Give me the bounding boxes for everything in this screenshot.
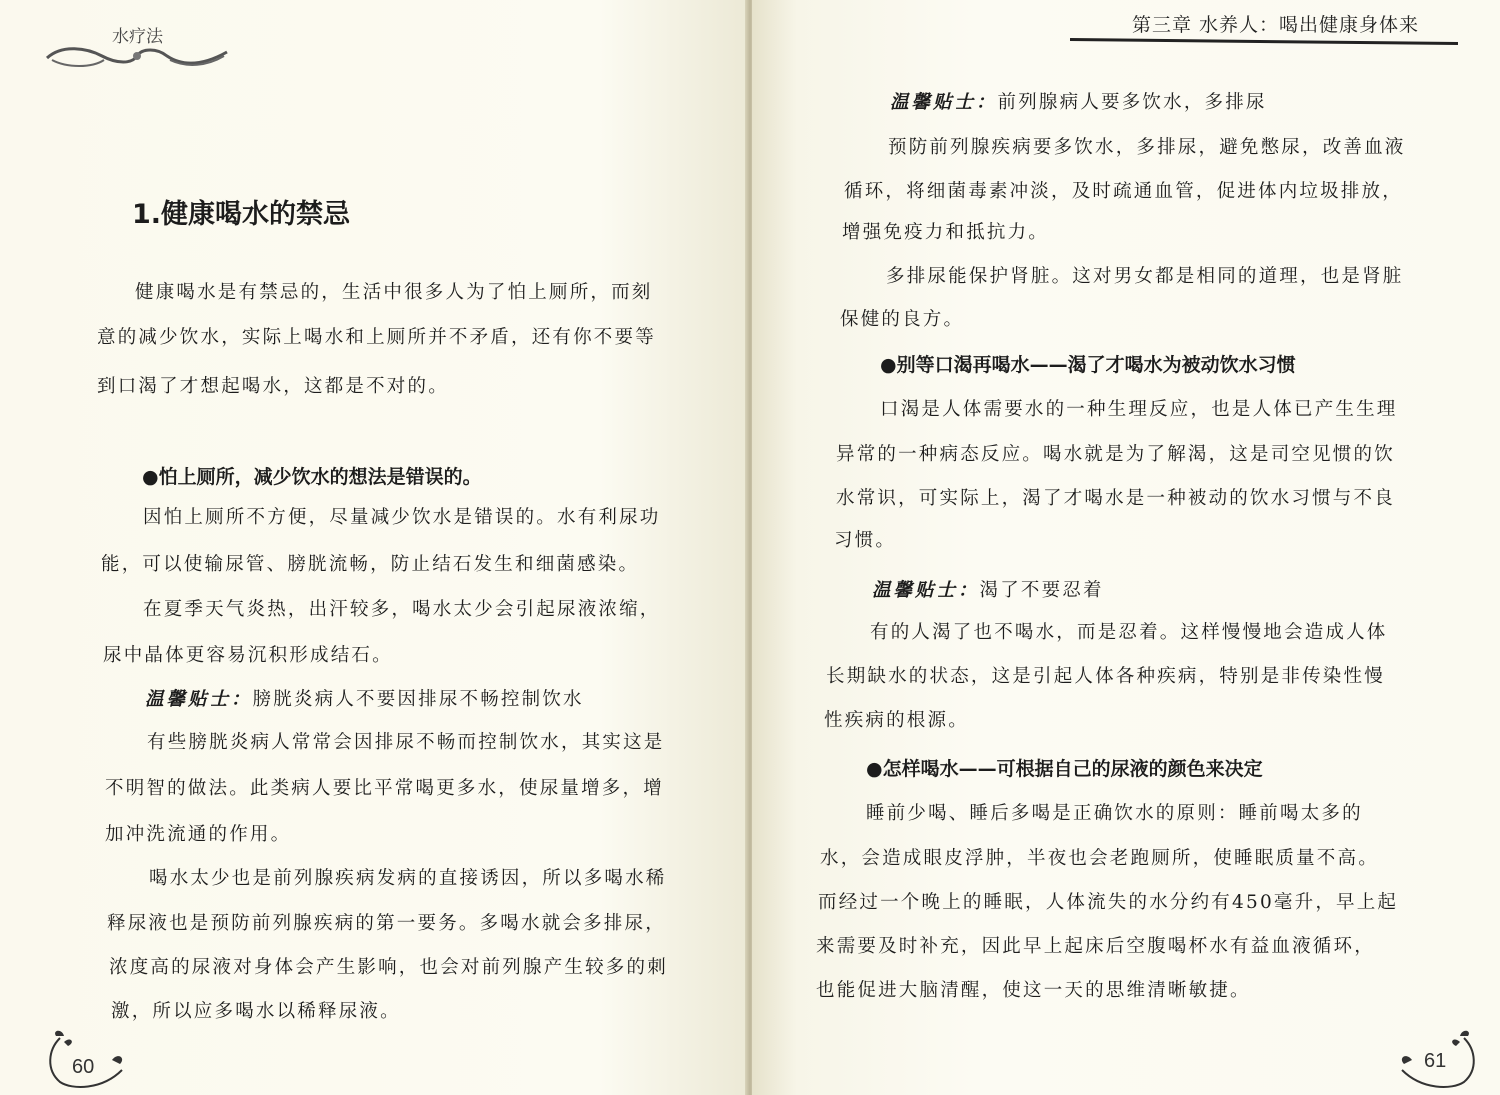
body-line: 能，可以使输尿管、膀胱流畅，防止结石发生和细菌感染。	[101, 554, 640, 575]
body-line: 喝水太少也是前列腺疾病发病的直接诱因，所以多喝水稀	[149, 868, 667, 889]
body-line: 口渴是人体需要水的一种生理反应，也是人体已产生生理	[880, 399, 1398, 420]
body-line: 预防前列腺疾病要多饮水，多排尿，避免憋尿，改善血液	[888, 137, 1406, 158]
running-head-left: 水疗法	[112, 27, 163, 47]
tip-label: 温馨贴士：	[890, 92, 998, 113]
body-line: 尿中晶体更容易沉积形成结石。	[103, 645, 393, 666]
tip-text: 膀胱炎病人不要因排尿不畅控制饮水	[252, 689, 584, 710]
tip-line	[890, 88, 1267, 114]
tip-text: 渴了不要忍着	[979, 580, 1104, 601]
tip-label: 温馨贴士：	[872, 580, 980, 601]
body-line: 保健的良方。	[840, 309, 965, 330]
body-line: 循环，将细菌毒素冲淡，及时疏通血管，促进体内垃圾排放，	[844, 181, 1403, 202]
body-line: 习惯。	[834, 530, 897, 551]
body-line: 不明智的做法。此类病人要比平常喝更多水，使尿量增多，增	[105, 778, 664, 799]
page-number: 60	[72, 1056, 95, 1078]
body-line: 水，会造成眼皮浮肿，半夜也会老跑厕所，使睡眠质量不高。	[820, 848, 1379, 869]
body-line: 睡前少喝、睡后多喝是正确饮水的原则：睡前喝太多的	[866, 803, 1363, 824]
page-title: 1.健康喝水的禁忌	[132, 199, 351, 230]
body-line: 有的人渴了也不喝水，而是忍着。这样慢慢地会造成人体	[870, 622, 1388, 643]
body-line: 释尿液也是预防前列腺疾病的第一要务。多喝水就会多排尿，	[107, 913, 666, 934]
right-page	[752, 0, 1500, 1095]
tip-label: 温馨贴士：	[145, 689, 253, 710]
flourish-ornament-icon	[42, 40, 232, 70]
body-line: 异常的一种病态反应。喝水就是为了解渴，这是司空见惯的饮	[836, 444, 1395, 465]
section-heading: ●怕上厕所，减少饮水的想法是错误的。	[142, 466, 482, 488]
body-line: 因怕上厕所不方便，尽量减少饮水是错误的。水有利尿功	[143, 507, 661, 528]
intro-line: 健康喝水是有禁忌的，生活中很多人为了怕上厕所，而刻	[135, 282, 653, 303]
page-number: 61	[1424, 1050, 1447, 1072]
body-line: 激，所以应多喝水以稀释尿液。	[111, 1001, 401, 1022]
body-line: 浓度高的尿液对身体会产生影响，也会对前列腺产生较多的刺	[109, 957, 668, 978]
tip-text: 前列腺病人要多饮水，多排尿	[997, 92, 1267, 113]
body-line: 也能促进大脑清醒，使这一天的思维清晰敏捷。	[816, 980, 1251, 1001]
body-line: 加冲洗流通的作用。	[105, 824, 292, 845]
body-line: 多排尿能保护肾脏。这对男女都是相同的道理，也是肾脏	[886, 266, 1404, 287]
section-heading: ●别等口渴再喝水——渴了才喝水为被动饮水习惯	[880, 354, 1296, 376]
tip-line	[872, 576, 1104, 602]
body-line: 性疾病的根源。	[824, 710, 969, 731]
body-line: 长期缺水的状态，这是引起人体各种疾病，特别是非传染性慢	[826, 666, 1385, 687]
body-line: 水常识，可实际上，渴了才喝水是一种被动的饮水习惯与不良	[836, 488, 1395, 509]
body-line: 有些膀胱炎病人常常会因排尿不畅而控制饮水，其实这是	[147, 732, 665, 753]
body-line: 来需要及时补充，因此早上起床后空腹喝杯水有益血液循环，	[816, 936, 1375, 957]
section-heading: ●怎样喝水——可根据自己的尿液的颜色来决定	[866, 758, 1263, 780]
body-line: 在夏季天气炎热，出汗较多，喝水太少会引起尿液浓缩，	[143, 599, 661, 620]
body-line: 增强免疫力和抵抗力。	[842, 222, 1050, 243]
header-rule	[1070, 38, 1458, 45]
body-line: 而经过一个晚上的睡眠，人体流失的水分约有450毫升，早上起	[818, 892, 1399, 913]
running-head-right: 第三章 水养人：喝出健康身体来	[1132, 14, 1420, 36]
intro-line: 意的减少饮水，实际上喝水和上厕所并不矛盾，还有你不要等	[97, 327, 656, 348]
tip-line	[145, 685, 584, 711]
intro-line: 到口渴了才想起喝水，这都是不对的。	[97, 376, 449, 397]
left-page	[0, 0, 748, 1095]
